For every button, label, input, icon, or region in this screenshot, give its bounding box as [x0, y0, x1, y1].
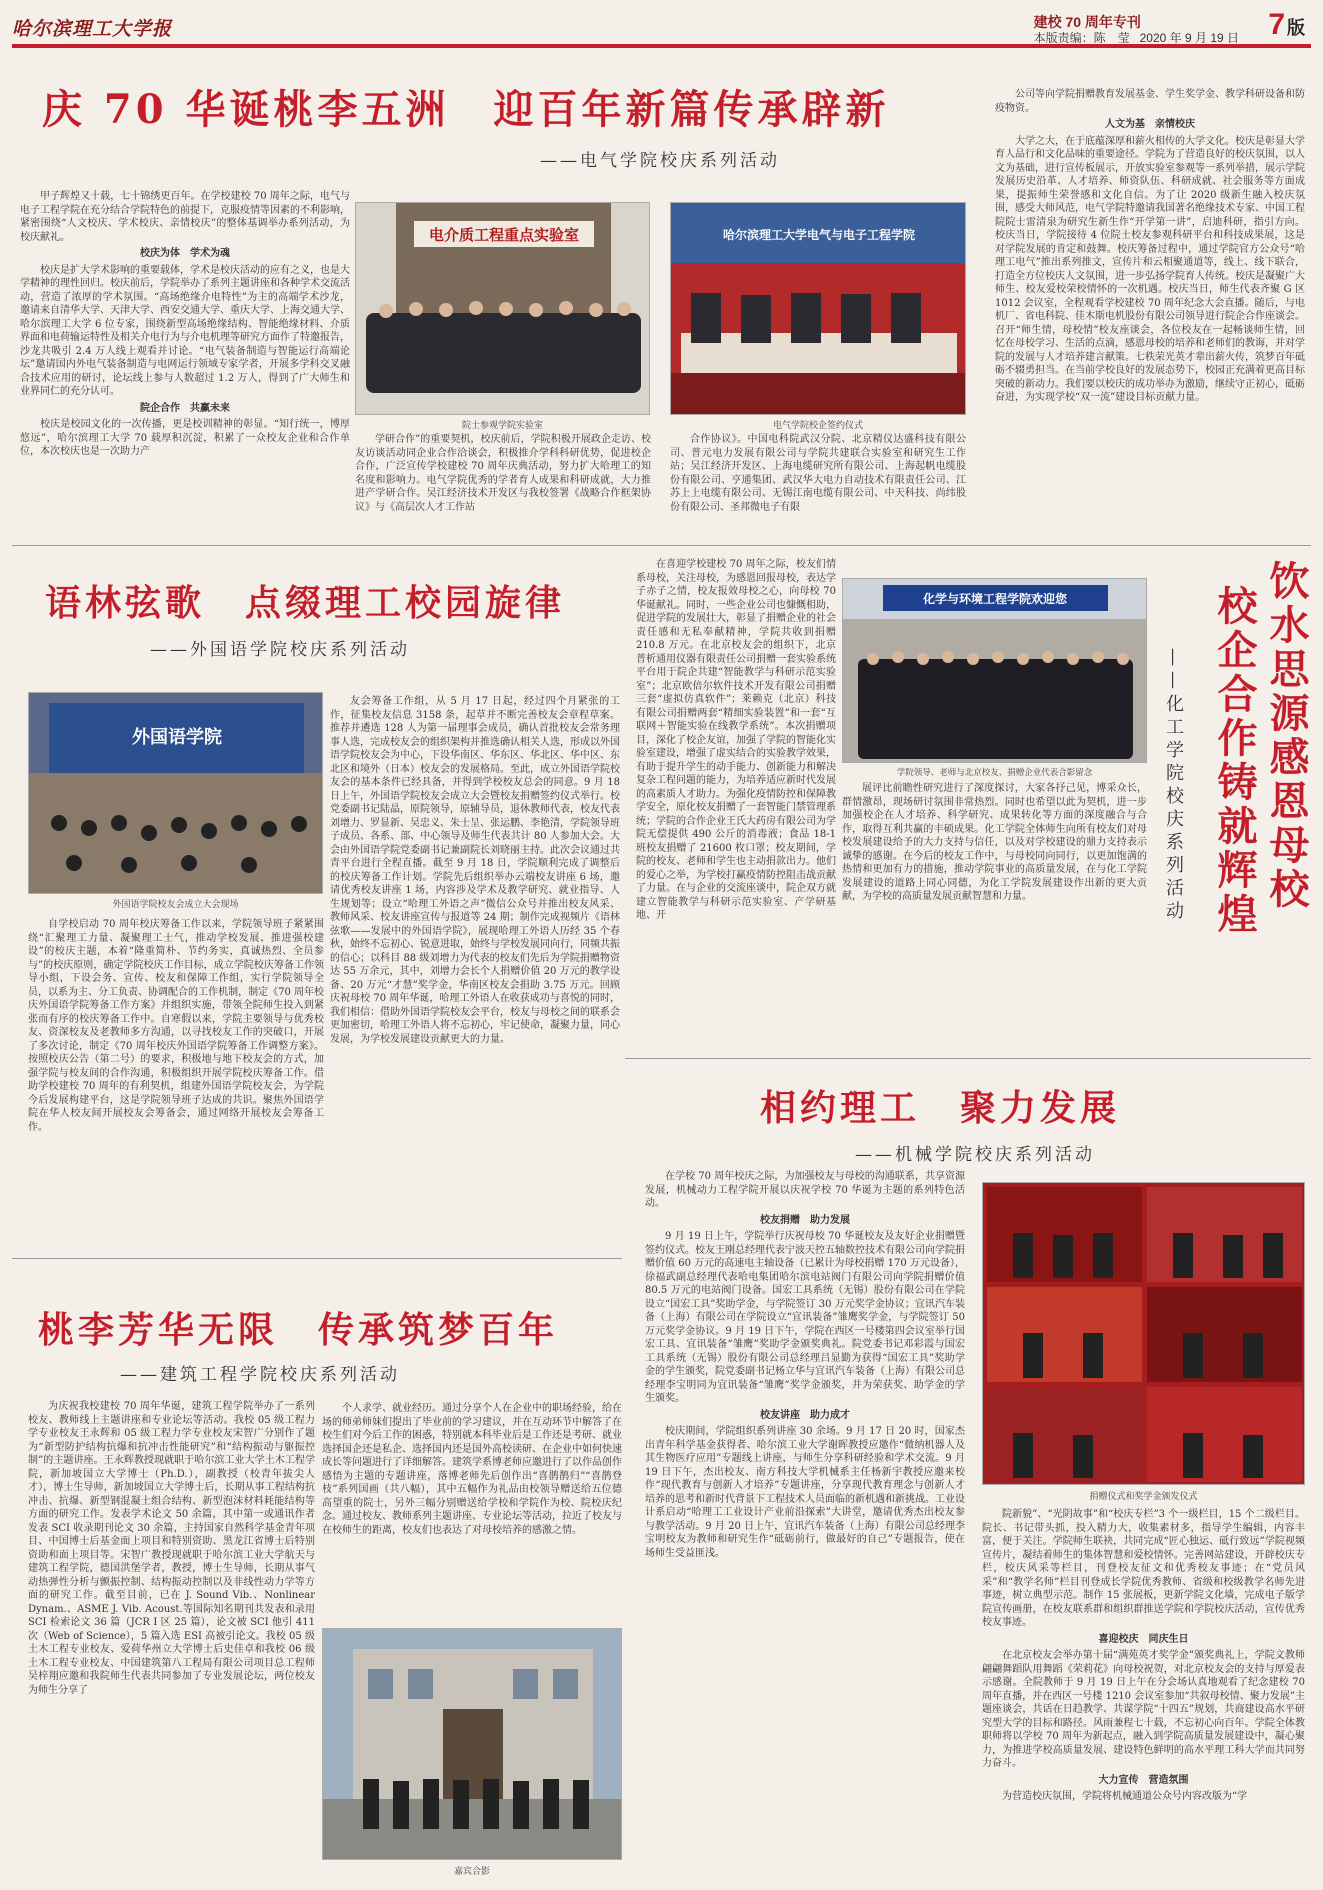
article-4-col-1: 在学校 70 周年校庆之际，为加强校友与母校的沟通联系，共享资源发展，机械动力工程学院开展以庆祝学校 70 华诞为主题的系列特色活动。 校友捐赠 助力发展 9 月 19 日上午，学院举行庆祝母校 70 华诞校友及友好企业捐赠暨签约仪式。校友王刚总经理代表宁波天控五轴数控技术有限公司向学院捐赠价值 60 万元的高速电主轴设备（已累计为母校捐赠 170 万元设备），徐福武副总经理代表哈电集团哈尔滨电站阀门有限公司向学院捐赠价值 80.5 万元的电站阀门设备。国宏工具系统（无锡）股份有限公司在学院设立“国宏工具”奖助学金，与学院签订 30 万元奖学金协议；宜讯汽车装备（上海）有限公司在学院设立“宜讯装备”雏鹰奖学金，与学院签订 50 万元奖学金协议。9 月 19 日下午，学院在西区一号楼第四会议室举行国宏工具、宜讯装备“雏鹰”奖助学金颁奖典礼。院党委书记邓彩霞与国宏工具系统（无锡）股份有限公司总经理吕显勤为获得“国宏工具”奖助学金的学生颁奖，院党委副书记杨立华与宜讯汽车装备（上海）有限公司总经理李宝明同为宜讯装备“雏鹰”奖学金颁奖，并为荣获奖、助学金的学生颁奖。 校友讲座 助力成才 校庆期间，学院组织系列讲座 30 余场。9 月 17 日 20 时，国家杰出青年科学基金获得者、哈尔滨工业大学谢晖教授应邀作“微纳机器人及其生物医疗应用”专题线上讲座，与师生分享科研经验和学术交流。9 月 19 日下午，杰出校友、南方科技大学机械系主任杨新宇教授应邀来校作“现代教育与创新人才培养”专题讲座，分享现代教育理念与创新人才培养的思考和新时代背景下工程技术人员面临的新机遇和新挑战。工业设计系启动“哈理工工业设计产业前沿探索”大讲堂，邀请优秀杰出校友参与教学活动。9 月 20 日上午，宜讯汽车装备（上海）有限公司总经理李宝明校友为教师和研究生作“砥砺前行，做最好的自己”专题报告，使在场师生受益匪浅。 [645, 1171, 965, 1559]
article-1-col-3: 合作协议》。中国电科院武汉分院、北京精仪达盛科技有限公司、普元电力发展有限公司与学院共建联合实验室和研究生工作站；吴江经济开发区、上海电缆研究所有限公司、上海起帆电缆股份有限公司、亨通集团、武汉华大电力自动技术有限责任公司、江苏上上电缆有限公司、无锡江南电缆有限公司、中天科技、尚纬股份有限公司、圣邦微电子有限 [670, 434, 966, 513]
article-5-col-2: 个人求学、就业经历。通过分享个人在企业中的职场经验，给在场的师弟师妹们提出了毕业前的学习建议，并在互动环节中解答了在校生们对今后工作的困惑，特别就本科毕业后是工作还是考研、就业选择国企还是私企、选择国内还是国外高校读研、在企业中如何快速成长等问题进行了详细解答。建筑学系博老师应邀进行了以作品创作感悟为主题的专题讲座，落博老师先后创作出“喜鹊鹊归”“喜鹊登枝”系列国画（共八幅），其中五幅作为礼品由校领导赠送给五位德高望重的院士，另外三幅分别赠送给学校和学院作为校、院校庆纪念。通过校友、教师系列主题讲座、专业论坛等活动，拉近了校友与在校师生的距离，校友们也表达了对母校培养的感激之情。 [322, 1403, 622, 1536]
svg-text:化学与环境工程学院欢迎您: 化学与环境工程学院欢迎您 [922, 592, 1068, 606]
article-3-photo [842, 578, 1147, 763]
article-4-col-2: 院新貌”、“光阴故事”和“校庆专栏”3 个一级栏目，15 个二级栏目。院长、书记带头抓，投入精力大，收集素材多，指导学生编辑，内容丰富，便于关注。学院师生联袂，共同完成“匠心独运、砥行致远”学院视频宣传片，凝结着师生的集体智慧和爱校情怀。完善网站建设，开辟校庆专栏，校庆风采等栏目，刊登校友征文和优秀校友事迹；在“党员风采”和“教学名师”栏目刊登成长学院优秀教师、省级和校级教学名师先进事迹，树立典型示范。制作 15 张展板，更新学院文化墙，完成电子版学院宣传画册，在校友联系群和组织群推送学院和学院校庆活动，宣传优秀校友事迹。 喜迎校庆 同庆生日 在北京校友会举办第十届“满苑英才奖学金”颁奖典礼上，学院文教师翩翩舞蹈队用舞蹈《荣莉花》向母校祝贺，对北京校友会的支持与厚爱表示感谢。全院教师于 9 月 19 日上午在分会场认真地观看了纪念建校 70 周年直播，并在西区一号楼 1210 会议室参加“共叙母校情、聚力发展”主题座谈会，共话在日趋教学、共谋学院“十四五”规划，共商建设高水平研究型大学的目标和路径。风雨兼程七十载，不忘初心向百年。学院全体教职师将以学校 70 周年为新起点，融入到学院高质量发展建设中，凝心聚力，为推进学校高质量发展、建设特色鲜明的高水平理工科大学而共同努力奋斗。 大力宣传 营造氛围 为营造校庆氛围，学院将机械通道公众号内容改版为“学 [982, 1509, 1305, 1802]
issue-meta [1034, 14, 1239, 46]
divider-line [12, 545, 1311, 546]
article-1-photo-signing [670, 202, 966, 415]
article-2-col-2: 友会筹备工作组，从 5 月 17 日起，经过四个月紧张的工作，征集校友信息 3158 条，起草并不断完善校友会章程草案。推荐并遴选 128 人为第一届理事会成员，确认首批校友会常务理事人选，完成校友会的组织架构并推选确认相关人选，形成以外国语学院校友会为中心，下设华南区、华东区、华北区、华中区、东北区和境外（日本）校友会的发展格局。至此，成立外国语学院校友会的基本条件已经具备，并得到学校校友总会的同意。9 月 18 日上午，外国语学院校友会成立大会暨校友捐赠签约仪式举行。校党委副书记陆晶，原院领导，原辅导员，退休教师代表，校友代表刘增力、罗显新、吴忠义、朱士呈、张运鹏、李艳清，学院领导班子成员、各系、部、中心领导及师生代表共计 80 人参加大会。大会由外国语学院党委副书记兼副院长刘晓丽主持。此次会议通过共青平台进行全程直播。截至 9 月 18 日，学院顺利完成了调整后的校庆筹备工作计划。学院先后组织举办云端校友讲座 6 场，邀请优秀校友讲座 1 场，内容涉及学术及教学研究、就业指导、人生规划等；设立“哈理工外语之声”微信公众号并推出校友风采、教师风采、校友讲座宣传与报道等 24 期；制作完成视频片《语林弦歌——发展中的外国语学院》，展现哈理工外语人历经 35 个春秋，始终不忘初心、锐意进取，始终与学校发展同向行，同频共振的信心；以科目 88 级刘增力为代表的校友们先后为学院捐赠物资达 55 万余元，其中，刘增力会长个人捐赠价值 20 万元的教学设备、20 万元“才慧”奖学金，华南区校友会捐助 3.75 万元。回顾庆祝母校 70 周年华诞，哈理工外语人在收获成功与喜悦的同时，我们相信：借助外国语学院校友会平台，校友与母校之间的联系会更加密切，哈理工外语人将不忘初心，牢记使命，凝聚力量，同心发展，为学校发展建设贡献更大的力量。 [330, 696, 620, 1045]
article-4-subtitle: ——机械学院校庆系列活动 [855, 1145, 1095, 1165]
divider-line [625, 1058, 1311, 1059]
article-1-title: 庆 70 华诞桃李五洲 迎百年新篇传承辟新 [42, 86, 890, 133]
article-2-subtitle: ——外国语学院校庆系列活动 [150, 640, 410, 660]
article-5-title: 桃李芳华无限 传承筑梦百年 [38, 1309, 559, 1351]
article-2-col-1: 自学校启动 70 周年校庆筹备工作以来，学院领导班子紧紧围绕“汇聚理工力量、凝聚理工士气，推动学校发展、推进强校建设”的校庆主题，本着“隆重简朴、节约务实，真诚热烈、全员参与”的校庆原则，确定学院校庆工作目标，成立学院校庆筹备工作领导小组，下设会务、宣传、校友和保障工作组，实行学院领导全员，以系为主、分工负责、协调配合的工作机制，制定《70 周年校庆外国语学院筹备工作方案》并组织实施，带领全院师生投入到紧张而有序的校庆筹备工作中。自寒假以来，学院主要领导与优秀校友、资深校友及老教师多方沟通，以寻找校友工作的突破口，开展了多次讨论，制定《70 周年校庆外国语学院筹备工作调整方案》。按照校庆公告（第二号）的要求，积极地与地下校友会的方式，加强学院与校友间的合作沟通，积极组织开展学院校庆筹备工作。借助学校建校 70 周年的有利契机，组建外国语学院校友会，为学院今后发展构建平台，这是学院领导班子达成的共识。聚焦外国语学院在华人校友间开展校友会筹备会，通过网络开展校友会筹备工作。 [28, 919, 324, 1133]
article-1-photo-lab [355, 202, 650, 415]
article-3-title-line-2: 校企合作铸就辉煌 [1211, 585, 1258, 937]
signing-ceremony-photo [671, 203, 966, 415]
article-1-photo-signing-caption: 电气学院校企签约仪式 [772, 421, 863, 431]
svg-text:哈尔滨理工大学电气与电子工程学院: 哈尔滨理工大学电气与电子工程学院 [722, 228, 916, 242]
article-3-title-line-1: 饮水思源感恩母校 [1263, 560, 1310, 912]
article-5-photo-caption: 嘉宾合影 [453, 1867, 490, 1877]
alumni-meeting-photo [29, 693, 323, 894]
svg-text:电介质工程重点实验室: 电介质工程重点实验室 [428, 226, 580, 244]
article-1-col-4: 公司等向学院捐赠教育发展基金、学生奖学金、教学科研设备和防疫物资。 人文为基 亲情校庆 大学之大，在于底蕴深厚和薪火相传的大学文化。校庆是彰显大学育人品行和文化品味的重要途径。学院为了营造良好的校庆氛围，以人文为基础，进行宣传板展示，开放实验室参观等一系列举措，展示学院发展历史沿革、人才培养、师资队伍、科研成就、社会服务等方面成果，提振师生荣誉感和文化自信。为了让 2020 级新生融入校庆氛围，感受大师风范，电气学院特邀请我国著名绝缘技术专家、中国工程院院士雷清泉为研究生新生作“开学第一讲”，启迪科研，指引方向。校庆当日，学院接待 4 位院士校友参观科研平台和科技成果展，这是对学院发展的肯定和鼓舞。校庆筹备过程中，通过学院官方公众号“哈理工电气”推出系列推文，宣传片和云相聚通道等，线上、线下联合，打造全方位校庆人文氛围，进一步弘扬学院育人传统。校庆是凝聚广大师生、校友爱校荣校情怀的一次机遇。校庆当日，师生代表齐聚 G 区 1012 会议室，全程观看学校建校 70 周年纪念大会直播。随后，与电机厂、省电科院、佳木斯电机股份有限公司领导进行院企合作座谈会。召开“师生情，母校情”校友座谈会，各位校友在一起畅谈师生情，回忆在母校学习、生活的点滴，感恩母校的培养和老师们的教诲，并对学院的发展与人才培养建言献策。七秩荣光英才辈出薪火传，筑梦百年砥砺不辍勇担当。在当前学校良好的发展态势下，校园正充满着更高目标突破的新动力。我们要以校庆的成功举办为激励，继续守正初心，砥砺奋进，为实现学校“双一流”建设目标贡献力量。 [995, 89, 1305, 403]
svg-text:外国语学院: 外国语学院 [132, 727, 222, 748]
article-3-col-1: 在喜迎学校建校 70 周年之际，校友们情系母校，关注母校，为感恩回报母校，表达学子赤子之情，校友报效母校之心，向母校 70 华诞献礼。同时，一些企业公司也慷慨相助，促进学院的发展壮大，彰显了捐赠企业的社会责任感和无私奉献精神，学院共收到捐赠 210.8 万元。在北京校友会的组织下，北京普析通用仪器有限责任公司捐赠一套实验系统平台用于院企共建“智能教学与科研示范实验室”；北京欧倍尔软件技术开发有限公司捐赠三套“虚拟仿真软件”；莱赖克（北京）科技有限公司捐赠两套“精细实验装置”和一套“互联网＋智能实验在线教学系统”。本次捐赠项目，深化了校企友谊，加强了学院的智能化实验室建设，增强了虚实结合的实验教学效果，有助于提升学生的动手能力、创新能力和解决复杂工程问题的能力，为培养适应新时代发展的高素质人才助力。为强化疫情防控和保障教学安全，原化校友捐赠了一套智能门禁管理系统；学院的合作企业王氏大药房有限公司为学院无偿提供 490 公斤的消毒液；食品 18-1 班校友捐赠了 21600 枚口罩；校友期间，学院的校友、老师和学生也主动捐款出力。他们的爱心之举，为学校打赢疫情防控阻击战贡献了力量。在与企业的交流座谈中，院企双方就建立智能教学与科研示范实验室、产学研基地、开 [636, 559, 836, 921]
article-2-photo [28, 692, 323, 894]
article-2-title: 语林弦歌 点缀理工校园旋律 [45, 582, 566, 624]
article-2-photo-caption: 外国语学院校友会成立大会现场 [112, 900, 239, 910]
article-3-col-2: 展评比前瞻性研究进行了深度探讨，大家各抒己见，博采众长，群情激昂，现场研讨氛围非常热烈。同时也希望以此为契机，进一步加强校企在人才培养、科学研究、成果转化等方面的深度融合与合作，取得互利共赢的丰硕成果。化工学院全体师生向所有校友们对母校发展建设给予的大力支持与信任，以及对学校建设的鼎力支持表示诚挚的感谢。在今后的校友工作中，与母校同向同行，以更加饱满的热情和更加有力的措施，推动学院事业的高质量发展，在与化工学院发展建设的道路上同心同德，为化工学院发展建设作出新的更大贡献，为学校的高质量发展贡献智慧和力量。 [842, 783, 1147, 902]
lab-visit-photo [356, 203, 650, 415]
article-3-subtitle: ——化工学院校庆系列活动 [1163, 648, 1184, 924]
article-5-col-1: 为庆祝我校建校 70 周年华诞，建筑工程学院举办了一系列校友、教师线上主题讲座和专业论坛等活动。我校 05 级工程力学专业校友王永辉和 05 级工程力学专业校友宋智广分别作了题为“新型防护结构抗爆和抗冲击性能研究”和“结构振动与躯振控制”的主题讲座。王永辉教授现就职于哈尔滨工业大学土木工程学院，新加坡国立大学博士（Ph.D.），副教授（校青年拔尖人才），博士生导师，新加坡国立大学博士后，长期从事工程结构抗冲击、抗爆、新型钢混凝土组合结构、新型泡沫材料耗能结构等方面的研究工作。发表学术论文 50 余篇，其中第一或通讯作者发表 SCI 收录期刊论文 30 余篇，主持国家自然科学基金青年项目、中国博士后基金面上项目和特别资助、黑龙江省博士后特别资助和面上项目等。宋智广教授现就职于哈尔滨工业大学航天与建筑工程学院，德国洪堡学者，教授，博士生导师，长期从事气动热弹性分析与颤振控制、结构振动控制以及非线性动力学等方面的研究工作。截至目前，已在 J. Sound Vib.、Nonlinear Dynam.、ASME J. Vib. Acoust.等国际知名期刊共发表和录用 SCI 检索论文 36 篇（JCR I 区 25 篇），论文被 SCI 他引 411 次（Web of Science），5 篇入选 ESI 高被引论文。我校 05 级土木工程专业校友、爱荷华州立大学博士后史佳卓和我校 06 级土木工程专业校友、中国建筑第八工程局有限公司项目总工程师吴梓翔应邀和我院师生代表共同参加了专业发展论坛，两位校友为师生分享了 [28, 1401, 315, 1696]
article-1-col-1: 甲子辉煌又十载，七十锦绣更百年。在学校建校 70 周年之际，电气与电子工程学院在充分结合学院特色的前提下，克服疫情等因素的不利影响，紧密围绕“人文校庆、学术校庆、亲情校庆”的整体基调举办系列活动，为校庆献礼。 校庆为体 学术为魂 校庆是扩大学术影响的重要载体，学术是校庆活动的应有之义，也是大学精神的理性回归。校庆前后，学院举办了系列主题讲座和各种学术交流活动，营造了浓厚的学术氛围。“高场绝缘介电特性”为主的高端学术沙龙，邀请来自清华大学、天津大学、西安交通大学、重庆大学、上海交通大学、哈尔滨理工大学 6 位专家，围绕新型高场绝缘结构、智能绝缘材料、介质界面和电荷输运特性及相关介电行为与介电机理等研究方面作了特邀报告，沙龙共吸引 2.4 万人线上观看并讨论。“电气装备制造与智能运行高端论坛”邀请国内外电气装备制造与电网运行领域专家学者，开展多学科交叉融合技术应用的研讨，论坛线上参与人数超过 1.2 万人，得到了广大师生和业界同仁的充分认可。 院企合作 共赢未来 校庆是校园文化的一次传播，更是校训精神的彰显。“知行统一，博厚悠远”，哈尔滨理工大学 70 载厚积沉淀，积累了一众校友企业和合作单位，本次校庆也是一次助力产 [20, 191, 350, 457]
article-5-photo [322, 1628, 622, 1860]
special-issue-label: 建校 70 周年专刊 [1033, 14, 1141, 30]
newspaper-logo: 哈尔滨理工大学报 [12, 18, 173, 40]
divider-line [12, 1258, 622, 1259]
article-4-photo [982, 1182, 1305, 1485]
article-5-subtitle: ——建筑工程学院校庆系列活动 [120, 1365, 400, 1385]
editor-label: 本版责编：陈 莹 [1033, 31, 1130, 45]
article-1-subtitle: ——电气学院校庆系列活动 [540, 151, 780, 171]
article-3-photo-caption: 学院领导、老师与北京校友、捐赠企业代表合影留念 [896, 768, 1093, 778]
guests-group-photo [323, 1629, 622, 1860]
donation-ceremony-collage [983, 1183, 1305, 1485]
article-4-photo-caption: 捐赠仪式和奖学金颁发仪式 [1089, 1492, 1198, 1502]
alumni-donation-group-photo [843, 579, 1147, 763]
article-1-col-2: 学研合作”的重要契机，校庆前后，学院积极开展政企走访、校友访谈活动同企业合作洽谈会，积极推介学科科研优势，促进校企合作，广泛宣传学校建校 70 周年庆典活动，努力扩大哈理工的知名度和影响力。电气学院优秀的学者育人成果和科研成就，大力推进产学研合作。吴江经济技术开发区与我校签署《战略合作框架协议》与《高层次人才工作站 [355, 434, 651, 513]
issue-date: 2020 年 9 月 19 日 [1139, 31, 1239, 45]
article-4-title: 相约理工 聚力发展 [760, 1087, 1121, 1129]
page-number: 7 版 [1268, 8, 1305, 41]
article-1-photo-lab-caption: 院士参观学院实验室 [461, 421, 543, 431]
masthead [12, 6, 1311, 48]
